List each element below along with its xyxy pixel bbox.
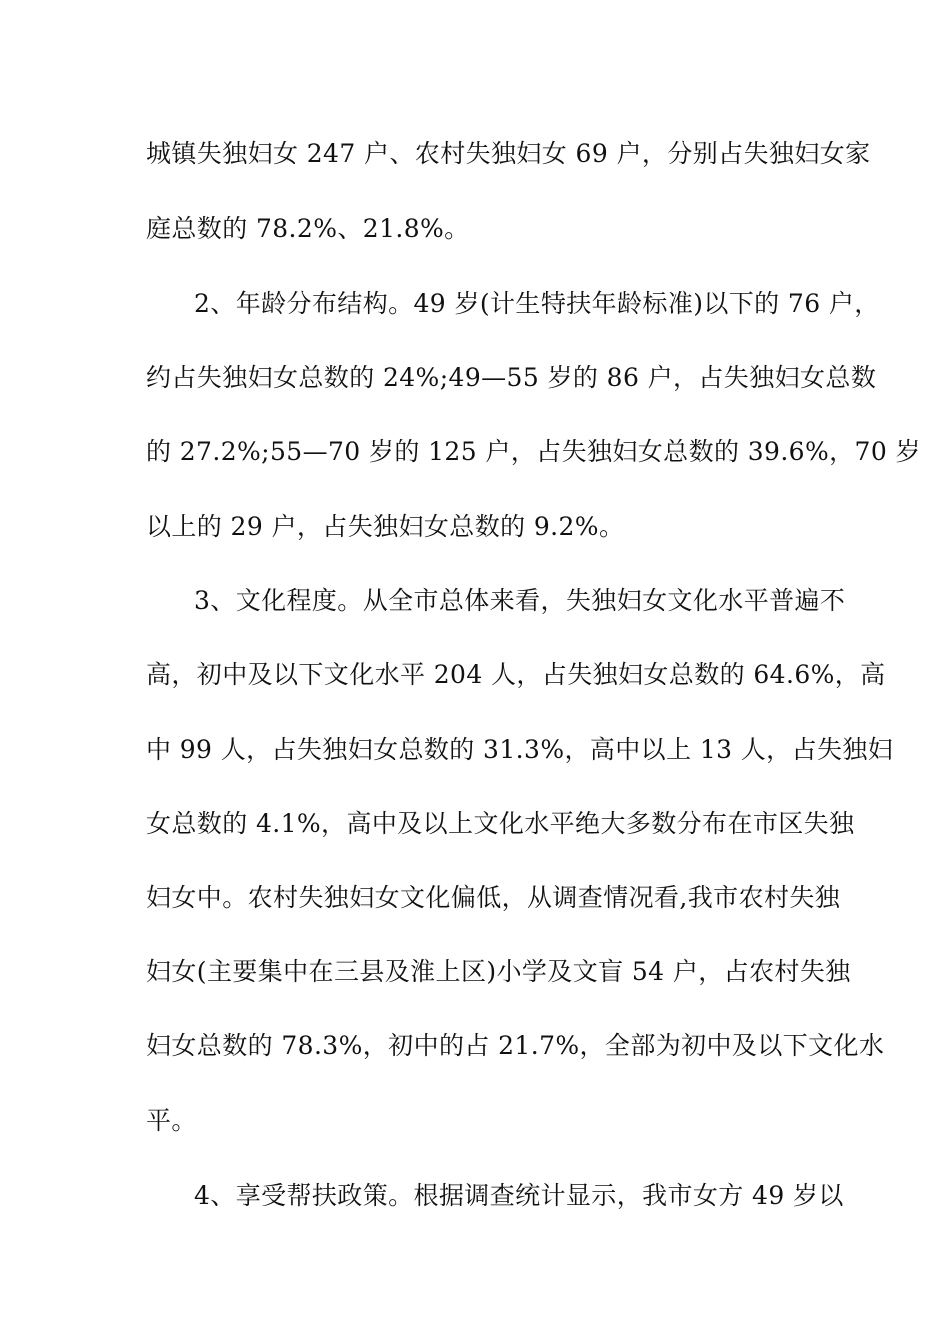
- text-line-8: 高，初中及以下文化水平 204 人，占失独妇女总数的 64.6%，高: [146, 660, 886, 689]
- text-line-5: 的 27.2%;55—70 岁的 125 户，占失独妇女总数的 39.6%，70 岁: [146, 437, 921, 466]
- text-line-12: 妇女(主要集中在三县及淮上区)小学及文盲 54 户，占农村失独: [146, 957, 851, 986]
- text-line-10: 女总数的 4.1%，高中及以上文化水平绝大多数分布在市区失独: [146, 809, 855, 838]
- text-line-13: 妇女总数的 78.3%，初中的占 21.7%，全部为初中及以下文化水: [146, 1031, 885, 1060]
- text-line-14: 平。: [146, 1106, 197, 1135]
- text-line-15: 4、享受帮扶政策。根据调查统计显示，我市女方 49 岁以: [194, 1181, 844, 1210]
- text-line-2: 庭总数的 78.2%、21.8%。: [146, 214, 470, 243]
- text-line-7: 3、文化程度。从全市总体来看，失独妇女文化水平普遍不: [194, 586, 846, 615]
- text-line-3: 2、年龄分布结构。49 岁(计生特扶年龄标准)以下的 76 户，: [194, 289, 880, 318]
- text-line-11: 妇女中。农村失独妇女文化偏低，从调查情况看,我市农村失独: [146, 883, 841, 912]
- text-line-6: 以上的 29 户，占失独妇女总数的 9.2%。: [146, 512, 625, 541]
- text-line-1: 城镇失独妇女 247 户、农村失独妇女 69 户，分别占失独妇女家: [146, 139, 871, 168]
- text-line-4: 约占失独妇女总数的 24%;49—55 岁的 86 户，占失独妇女总数: [146, 363, 877, 392]
- text-line-9: 中 99 人，占失独妇女总数的 31.3%，高中以上 13 人，占失独妇: [146, 735, 894, 764]
